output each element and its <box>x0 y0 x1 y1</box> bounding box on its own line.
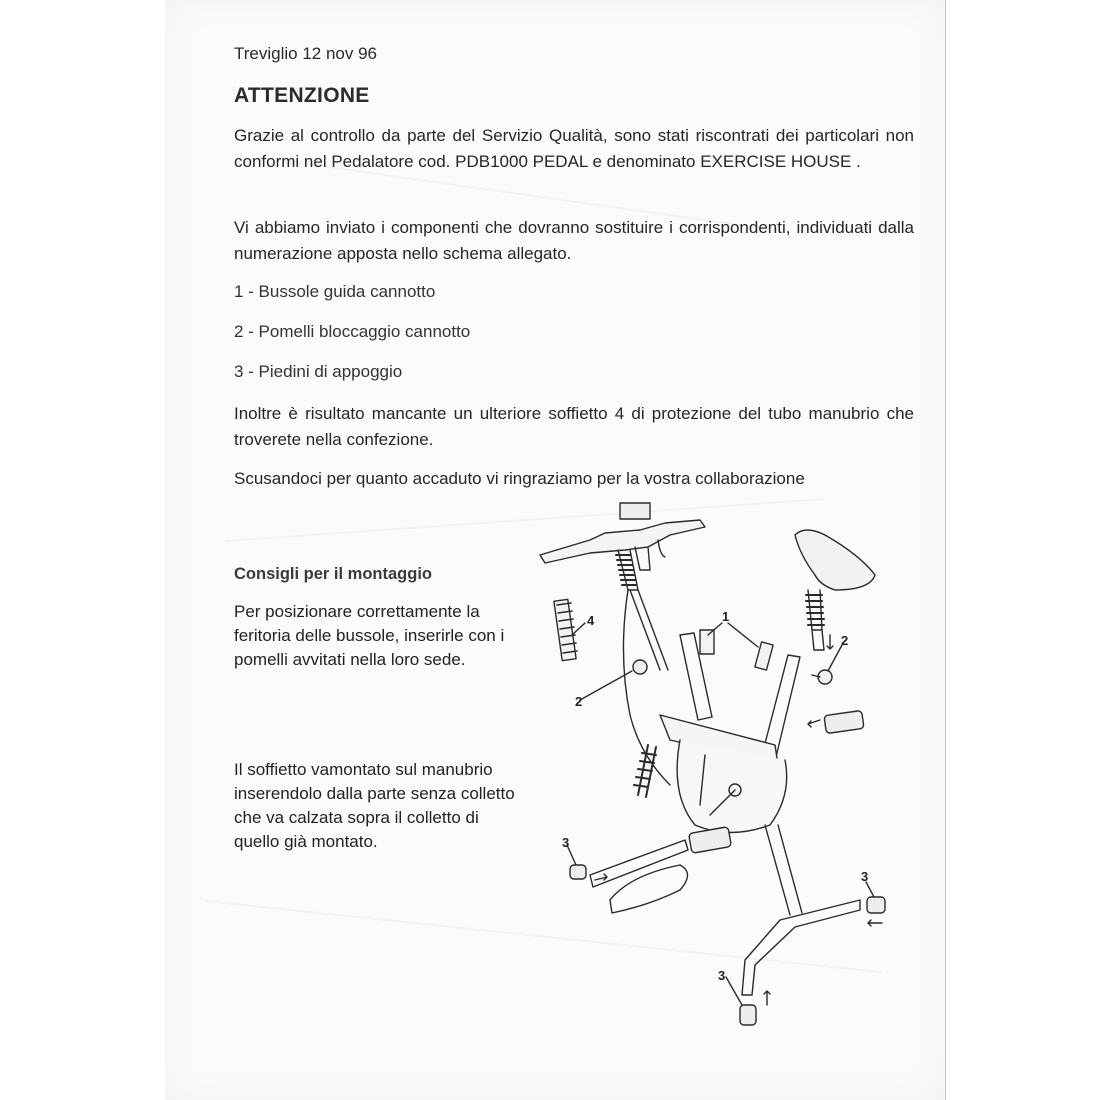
arrow-icon <box>808 720 820 727</box>
parts-list-item: 2 - Pomelli bloccaggio cannotto <box>234 322 471 341</box>
assembly-tip-bushings: Per posizionare correttamente la feritoria delle bussole, inserirle con i pomelli avvitati nella loro sede. <box>234 602 505 669</box>
label-part-3-bottom: 3 <box>718 968 726 983</box>
parts-list-item: 3 - Piedini di appoggio <box>234 362 403 381</box>
assembly-heading: Consigli per il montaggio <box>234 565 432 583</box>
paragraph-missing-bellows: Inoltre è risultato mancante un ulteriore soffietto 4 di protezione del tubo manubrio che troverete nella confezione. <box>234 404 914 449</box>
parts-list-item: 1 - Bussole guida cannotto <box>234 282 436 301</box>
seat-tube-drawing <box>762 655 800 757</box>
pedal-drawing <box>824 710 864 733</box>
foot-part-drawing <box>867 897 885 913</box>
seat-drawing <box>795 530 875 650</box>
document-title: ATTENZIONE <box>234 84 370 107</box>
foot-part-drawing <box>740 1005 756 1025</box>
label-part-3-right: 3 <box>861 869 869 884</box>
arrow-icon <box>868 920 882 926</box>
exercise-bike-exploded-diagram <box>530 495 930 1070</box>
knob-part-drawing <box>633 660 647 674</box>
front-stabilizer-drawing <box>742 900 860 995</box>
date-line: Treviglio 12 nov 96 <box>234 44 378 63</box>
down-tube-drawing <box>765 825 802 915</box>
rear-bellows-drawing <box>634 745 656 797</box>
assembly-tip-bellows: Il soffietto vamontato sul manubrio inserendolo dalla parte senza colletto che va calzata sopra il colletto di quello già montato. <box>234 760 515 851</box>
label-part-1: 1 <box>722 609 730 624</box>
arrow-icon <box>827 635 833 649</box>
bushing-part-drawing <box>700 630 714 654</box>
arrow-icon <box>595 874 607 880</box>
arrow-icon <box>764 991 770 1005</box>
paragraph-apology: Scusandoci per quanto accaduto vi ringraziamo per la vostra collaborazione <box>234 469 805 488</box>
paragraph-quality-notice: Grazie al controllo da parte del Servizio Qualità, sono stati riscontrati dei particolari non conformi nel Pedalatore cod. PDB1000 PEDAL e denominato EXERCISE HOUSE . <box>234 126 914 171</box>
paragraph-components-sent: Vi abbiamo inviato i componenti che dovranno sostituire i corrispondenti, individuati dalla numerazione apposta nello schema allegato. <box>234 218 914 263</box>
label-part-3-left: 3 <box>562 835 570 850</box>
foot-part-drawing <box>570 865 586 879</box>
pedal-drawing <box>689 827 732 854</box>
chain-guard-drawing <box>610 865 688 913</box>
bellows-part-drawing <box>554 599 577 660</box>
label-part-2-left: 2 <box>575 694 583 709</box>
label-part-4: 4 <box>587 613 595 628</box>
label-part-2-right: 2 <box>841 633 849 648</box>
